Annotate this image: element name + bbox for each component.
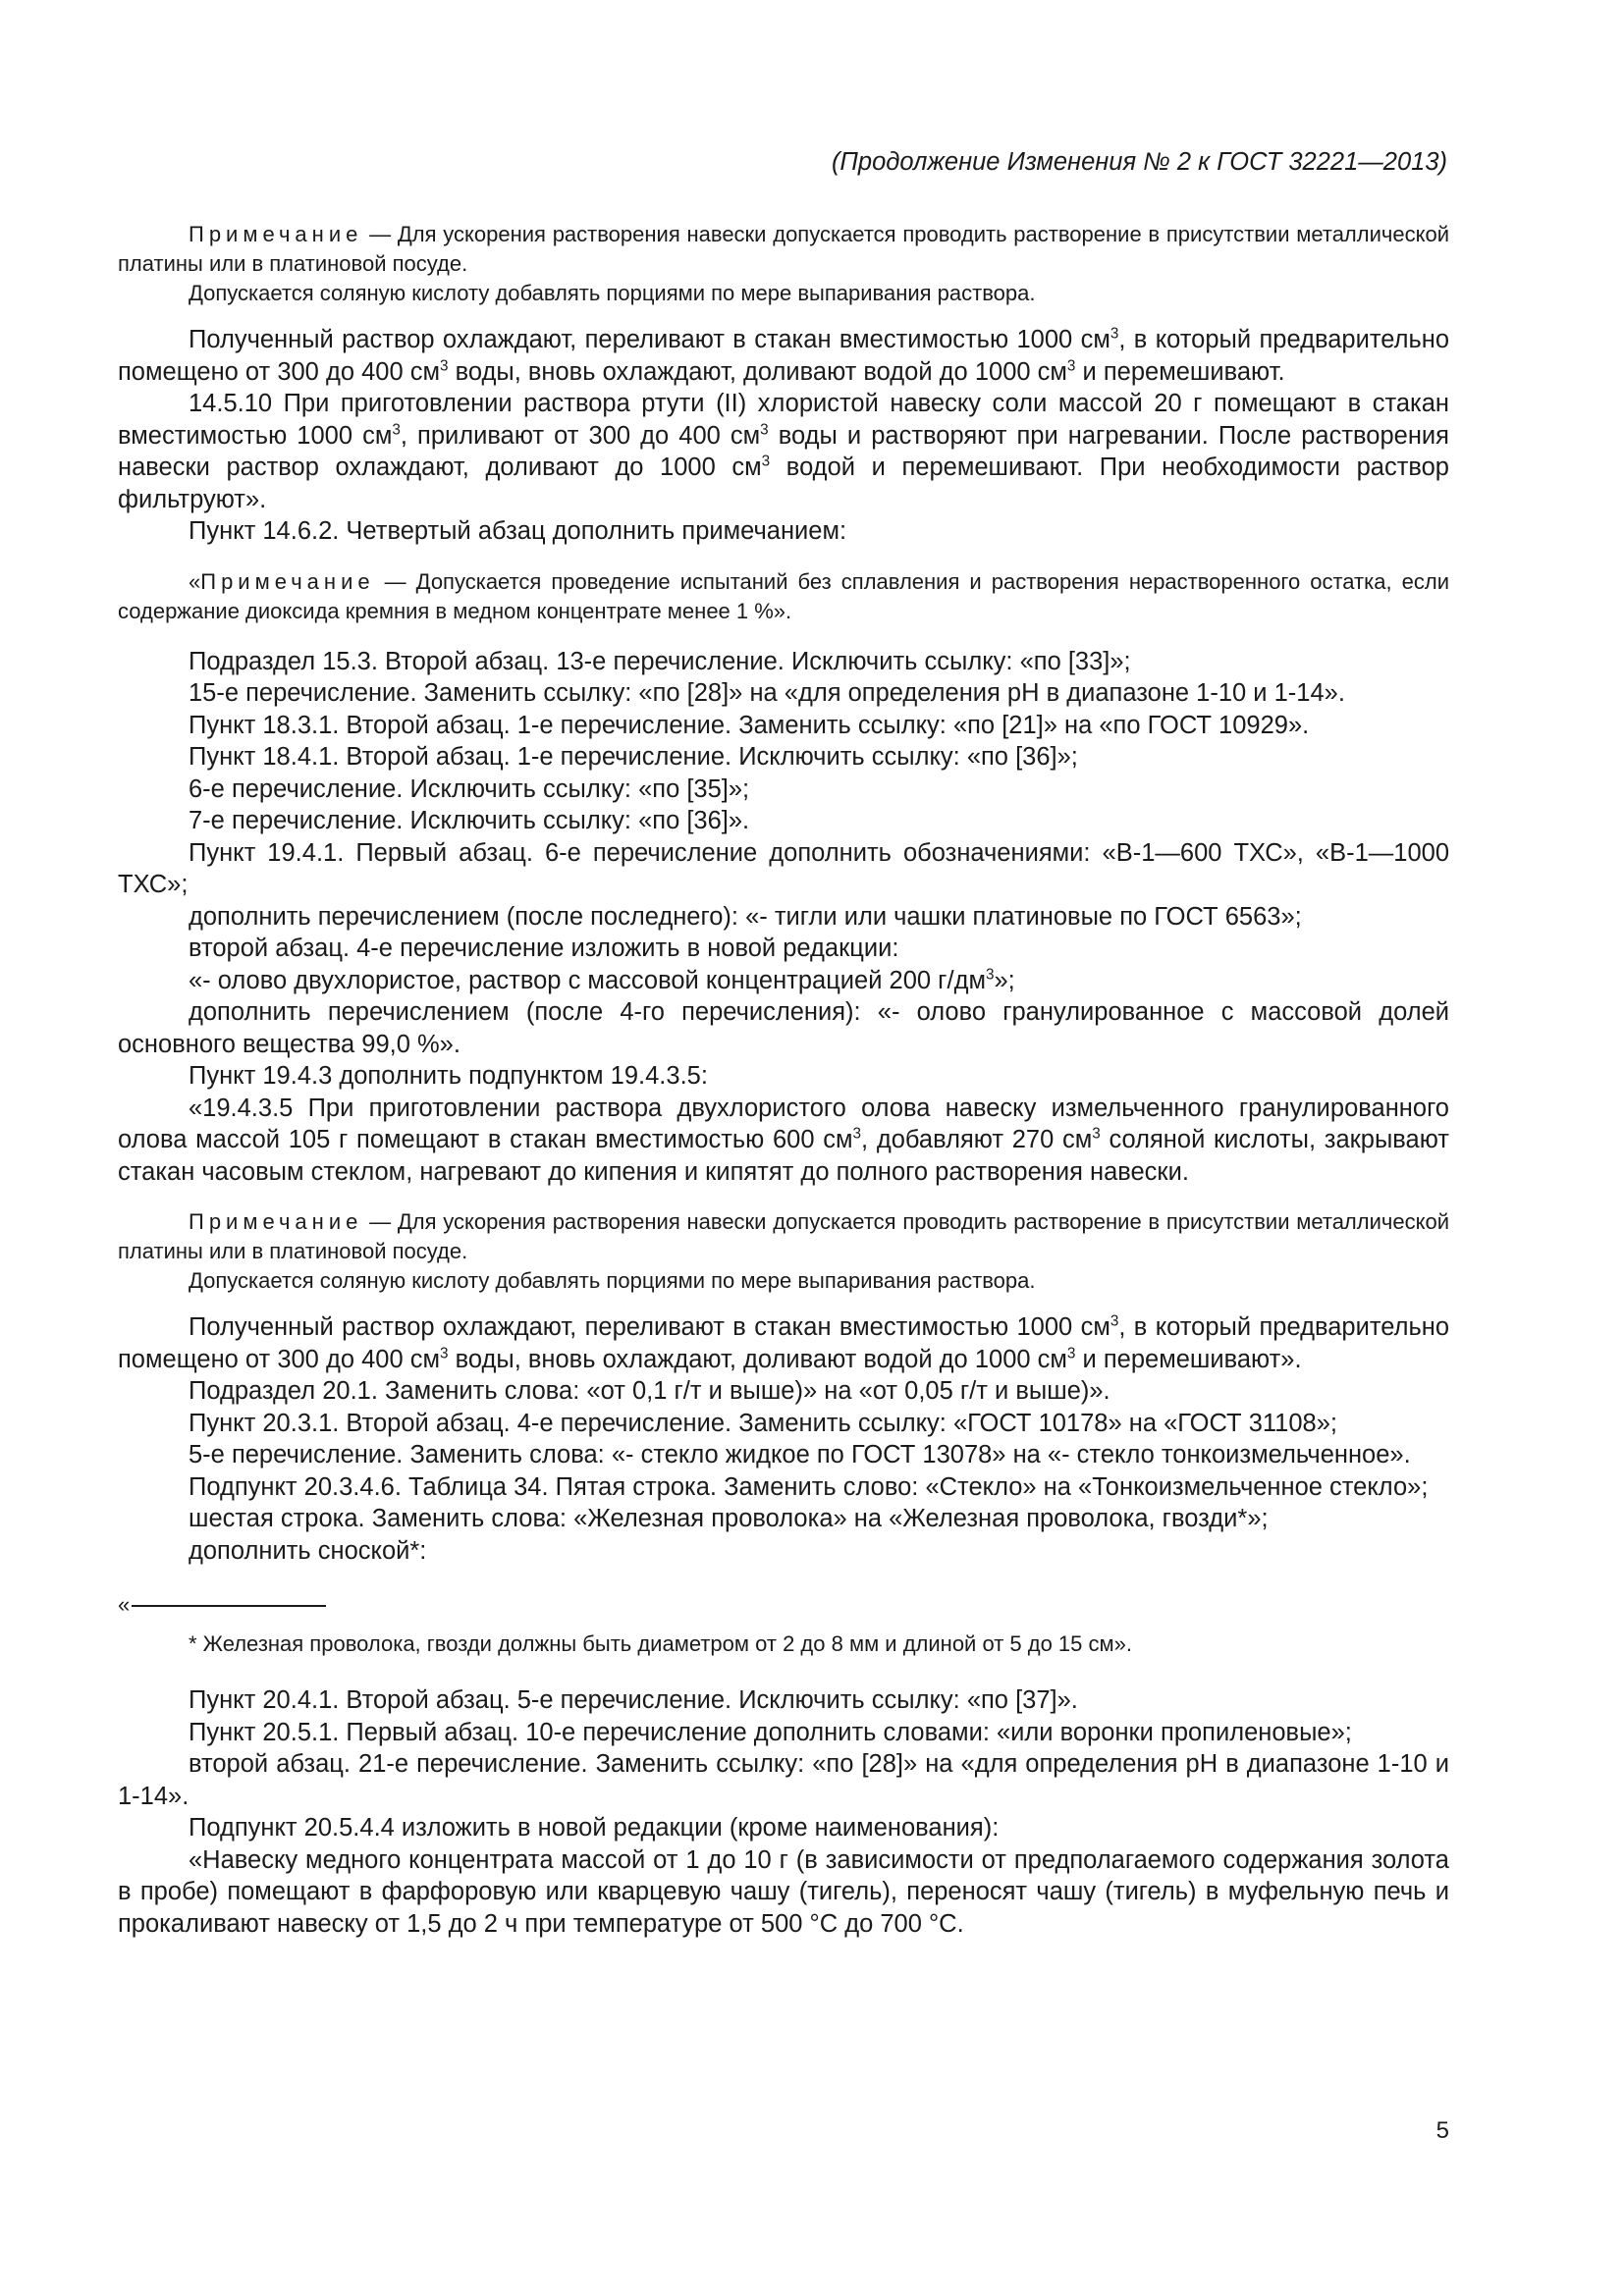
body-paragraph: Пункт 19.4.3 дополнить подпунктом 19.4.3.5:: [189, 1062, 708, 1090]
note-paragraph: Допускается соляную кислоту добавлять порциями по мере выпаривания раствора.: [189, 1268, 1036, 1293]
footnote-open-quote: «: [118, 1592, 131, 1617]
note-paragraph: Допускается соляную кислоту добавлять порциями по мере выпаривания раствора.: [189, 281, 1036, 305]
body-paragraph: 14.5.10 При приготовлении раствора ртути (II) хлористой навеску соли массой 20 г помещают в стакан вместимостью 1000 $см^3$, приливают от 300 до 400 $см^3$ воды и растворяют при нагревании. После растворения навески раствор охлаждают, доливают до 1000 $см^3$ водой и перемешивают. При необходимости раствор фильтруют».: [118, 390, 1449, 513]
footnote-separator: [118, 1594, 1449, 1616]
footnote-rule: [132, 1605, 326, 1607]
body-paragraph: второй абзац. 21-е перечисление. Заменить ссылку: «по [28]» на «для определения рН в диапазоне 1-10 и 1-14».: [118, 1750, 1449, 1810]
footnote-text: * Железная проволока, гвозди должны быть диаметром от 2 до 8 мм и длиной от 5 до 15 см».: [189, 1631, 1132, 1656]
body-paragraph: Полученный раствор охлаждают, переливают в стакан вместимостью 1000 $см^3$, в который предварительно помещено от 300 до 400 $см^3$ воды, вновь охлаждают, доливают водой до 1000 $см^3$ и перемешивают.: [118, 325, 1449, 386]
body-paragraph: Пункт 20.5.1. Первый абзац. 10-е перечисление дополнить словами: «или воронки пропиленовые»;: [189, 1718, 1352, 1746]
note-paragraph: Примечание — Для ускорения растворения навески допускается проводить растворение в присутствии металлической платины или в платиновой посуде.: [118, 222, 1449, 276]
body-paragraph: Подпункт 20.5.4.4 изложить в новой редакции (кроме наименования):: [189, 1814, 1000, 1842]
running-header: (Продолжение Изменения № 2 к ГОСТ 32221—2013): [831, 148, 1447, 176]
body-paragraph: 7-е перечисление. Исключить ссылку: «по [36]».: [189, 807, 750, 834]
note-label: Примечание: [200, 568, 375, 594]
body-paragraph: 6-е перечисление. Исключить ссылку: «по [35]»;: [189, 774, 750, 803]
body-paragraph: Подпункт 20.3.4.6. Таблица 34. Пятая строка. Заменить слово: «Стекло» на «Тонкоизмельченное стекло»;: [189, 1472, 1429, 1501]
body-paragraph: Подраздел 20.1. Заменить слова: «от 0,1 г/т и выше)» на «от 0,05 г/т и выше)».: [189, 1377, 1110, 1405]
note-paragraph: «Примечание — Допускается проведение испытаний без сплавления и растворения нерастворенного остатка, если содержание диоксида кремния в медном концентрате менее 1 %».: [118, 568, 1449, 623]
body-paragraph: дополнить сноской*:: [189, 1536, 427, 1565]
body-paragraph: второй абзац. 4-е перечисление изложить в новой редакции:: [189, 934, 899, 962]
body-paragraph: «Навеску медного концентрата массой от 1 до 10 г (в зависимости от предполагаемого содержания золота в пробе) помещают в фарфоровую или кварцевую чашу (тигель), переносят чашу (тигель) в муфельную печь и прокаливают навеску от 1,5 до 2 ч при температуре от 500 °С до 700 °С.: [118, 1845, 1449, 1938]
body-paragraph: 15-е перечисление. Заменить ссылку: «по [28]» на «для определения рН в диапазоне 1-10 и 1-14».: [189, 679, 1345, 707]
body-paragraph: Пункт 18.4.1. Второй абзац. 1-е перечисление. Исключить ссылку: «по [36]»;: [189, 743, 1078, 771]
body-paragraph: Подраздел 15.3. Второй абзац. 13-е перечисление. Исключить ссылку: «по [33]»;: [189, 647, 1131, 675]
note-paragraph: Примечание — Для ускорения растворения навески допускается проводить растворение в присутствии металлической платины или в платиновой посуде.: [118, 1209, 1449, 1263]
body-paragraph: «- олово двухлористое, раствор с массовой концентрацией 200 $г/дм^3$»;: [189, 966, 1015, 994]
note-label: Примечание: [189, 1209, 363, 1234]
body-paragraph: «19.4.3.5 При приготовлении раствора двухлористого олова навеску измельченного гранулированного олова массой 105 г помещают в стакан вместимостью 600 $см^3$, добавляют 270 $см^3$ соляной кислоты, закрывают стакан часовым стеклом, нагревают до кипения и кипятят до полного растворения навески.: [118, 1094, 1449, 1186]
note-label: Примечание: [189, 222, 363, 246]
page-number: 5: [1435, 2117, 1449, 2144]
body-paragraph: Пункт 20.4.1. Второй абзац. 5-е перечисление. Исключить ссылку: «по [37]».: [189, 1686, 1078, 1714]
body-paragraph: дополнить перечислением (после 4-го перечисления): «- олово гранулированное с массовой долей основного вещества 99,0 %».: [118, 998, 1449, 1058]
body-paragraph: 5-е перечисление. Заменить слова: «- стекло жидкое по ГОСТ 13078» на «- стекло тонкоизмельченное».: [189, 1441, 1411, 1468]
body-paragraph: дополнить перечислением (после последнего): «- тигли или чашки платиновые по ГОСТ 6563»;: [189, 902, 1302, 931]
body-paragraph: шестая строка. Заменить слова: «Железная проволока» на «Железная проволока, гвозди*»;: [189, 1505, 1269, 1532]
body-paragraph: Пункт 20.3.1. Второй абзац. 4-е перечисление. Заменить ссылку: «ГОСТ 10178» на «ГОСТ 31108»;: [189, 1409, 1337, 1437]
body-paragraph: Пункт 18.3.1. Второй абзац. 1-е перечисление. Заменить ссылку: «по [21]» на «по ГОСТ 10929».: [189, 711, 1310, 739]
body-paragraph: Пункт 14.6.2. Четвертый абзац дополнить примечанием:: [189, 517, 847, 545]
body-paragraph: Полученный раствор охлаждают, переливают в стакан вместимостью 1000 $см^3$, в который предварительно помещено от 300 до 400 $см^3$ воды, вновь охлаждают, доливают водой до 1000 $см^3$ и перемешивают».: [118, 1312, 1449, 1373]
body-paragraph: Пункт 19.4.1. Первый абзац. 6-е перечисление дополнить обозначениями: «В-1—600 ТХС», «В-1—1000 ТХС»;: [118, 838, 1449, 898]
